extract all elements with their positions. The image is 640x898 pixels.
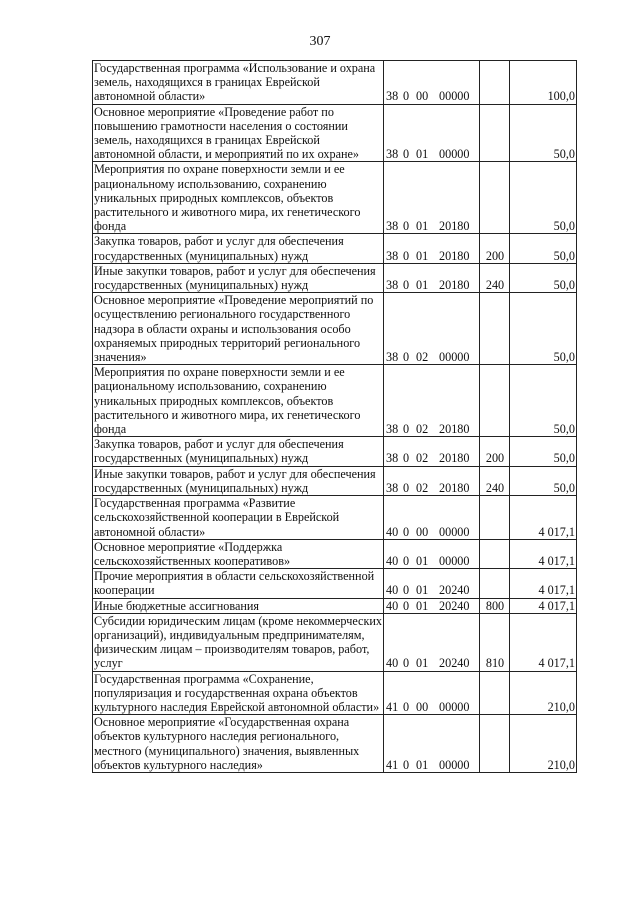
row-expense-type — [480, 365, 510, 437]
table-row — [93, 61, 577, 105]
table-row — [93, 671, 577, 715]
code-part: 00 — [416, 699, 429, 714]
code-part: 0 — [403, 147, 410, 162]
row-expense-type — [480, 569, 510, 598]
code-part: 40 — [386, 598, 399, 613]
row-expense-type: 810 — [480, 613, 510, 671]
code-part: 20180 — [439, 422, 470, 437]
code-part: 00000 — [439, 89, 470, 104]
code-part: 38 — [386, 89, 399, 104]
code-part: 01 — [416, 598, 429, 613]
budget-table-body — [93, 61, 577, 773]
row-amount: 100,0 — [510, 61, 577, 105]
code-part: 0 — [403, 598, 410, 613]
row-amount: 4 017,1 — [510, 569, 577, 598]
row-expense-type: 800 — [480, 598, 510, 613]
table-row — [93, 613, 577, 671]
row-target-code — [384, 598, 480, 613]
row-name: Основное мероприятие «Проведение работ по повышению грамотности населения о состоянии земель, находящихся в границах Еврейской автономной области, и мероприятий по их охране» — [93, 104, 384, 162]
row-name: Субсидии юридическим лицам (кроме некоммерческих организаций), индивидуальным предпринимателям, физическим лицам – производителям товаров, работ, услуг — [94, 613, 382, 671]
code-part: 0 — [403, 451, 410, 466]
table-row — [93, 437, 577, 466]
row-target-code — [384, 671, 480, 715]
code-part: 38 — [386, 219, 399, 234]
table-row — [93, 539, 577, 568]
row-target-code — [384, 162, 480, 234]
table-row — [93, 598, 577, 613]
code-part: 20180 — [439, 248, 470, 263]
code-part: 38 — [386, 451, 399, 466]
code-part: 00000 — [439, 757, 470, 772]
row-expense-type — [480, 61, 510, 105]
code-part: 38 — [386, 248, 399, 263]
code-part: 20240 — [439, 598, 470, 613]
row-amount: 210,0 — [510, 671, 577, 715]
row-name: Государственная программа «Сохранение, популяризация и государственная охрана объектов культурного наследия Еврейской автономной области» — [93, 671, 384, 715]
row-name: Иные закупки товаров, работ и услуг для обеспечения государственных (муниципальных) нужд — [93, 466, 384, 495]
row-amount: 50,0 — [510, 104, 577, 162]
row-expense-type: 200 — [480, 234, 510, 263]
code-part: 0 — [403, 89, 410, 104]
table-row — [93, 466, 577, 495]
row-amount: 4 017,1 — [510, 496, 577, 540]
row-expense-type: 200 — [480, 437, 510, 466]
code-part: 0 — [403, 699, 410, 714]
table-row — [93, 234, 577, 263]
code-part: 0 — [403, 524, 410, 539]
code-part: 38 — [386, 350, 399, 365]
row-name: Мероприятия по охране поверхности земли и ее рациональному использованию, сохранению уникальных природных комплексов, объектов растительного и животного мира, их генетического фонда — [93, 162, 384, 234]
row-name: Иные закупки товаров, работ и услуг для обеспечения государственных (муниципальных) нужд — [93, 263, 384, 292]
row-amount: 50,0 — [510, 466, 577, 495]
code-part: 01 — [416, 248, 429, 263]
row-target-code — [384, 437, 480, 466]
code-part: 0 — [403, 480, 410, 495]
code-part: 20180 — [439, 219, 470, 234]
row-expense-type — [480, 715, 510, 773]
row-name: Прочие мероприятия в области сельскохозяйственной кооперации — [93, 569, 384, 598]
row-expense-type: 240 — [480, 263, 510, 292]
row-name: Основное мероприятие «Поддержка сельскохозяйственных кооперативов» — [93, 539, 384, 568]
code-part: 0 — [403, 219, 410, 234]
code-part: 40 — [386, 656, 399, 671]
code-part: 00 — [416, 524, 429, 539]
table-row — [93, 104, 577, 162]
code-part: 02 — [416, 350, 429, 365]
code-part: 38 — [386, 147, 399, 162]
code-part: 41 — [386, 699, 399, 714]
row-amount: 4 017,1 — [510, 598, 577, 613]
code-part: 01 — [416, 583, 429, 598]
row-target-code — [384, 539, 480, 568]
row-amount: 50,0 — [510, 293, 577, 365]
row-expense-type — [480, 293, 510, 365]
row-amount: 50,0 — [510, 162, 577, 234]
code-part: 20180 — [439, 278, 470, 293]
code-part: 0 — [403, 553, 410, 568]
code-part: 0 — [403, 248, 410, 263]
row-target-code — [384, 293, 480, 365]
row-target-code — [384, 104, 480, 162]
row-target-code — [384, 466, 480, 495]
code-part: 01 — [416, 278, 429, 293]
row-amount: 210,0 — [510, 715, 577, 773]
code-part: 01 — [416, 656, 429, 671]
row-name: Закупка товаров, работ и услуг для обеспечения государственных (муниципальных) нужд — [93, 437, 384, 466]
row-amount: 50,0 — [510, 365, 577, 437]
code-part: 01 — [416, 147, 429, 162]
code-part: 20240 — [439, 583, 470, 598]
code-part: 0 — [403, 583, 410, 598]
code-part: 00000 — [439, 553, 470, 568]
row-amount: 50,0 — [510, 437, 577, 466]
code-part: 01 — [416, 553, 429, 568]
row-expense-type — [480, 162, 510, 234]
row-name: Закупка товаров, работ и услуг для обеспечения государственных (муниципальных) нужд — [93, 234, 384, 263]
code-part: 20180 — [439, 480, 470, 495]
code-part: 0 — [403, 350, 410, 365]
code-part: 0 — [403, 422, 410, 437]
row-target-code — [384, 569, 480, 598]
row-target-code — [384, 263, 480, 292]
row-target-code — [384, 715, 480, 773]
table-row — [93, 365, 577, 437]
table-row — [93, 162, 577, 234]
code-part: 00000 — [439, 350, 470, 365]
code-part: 0 — [403, 757, 410, 772]
row-name: Основное мероприятие «Государственная охрана объектов культурного наследия регионального, местного (муниципального) значения, выявленных объектов культурного наследия» — [93, 715, 384, 773]
code-part: 01 — [416, 757, 429, 772]
page-number: 307 — [309, 34, 331, 49]
row-name: Иные бюджетные ассигнования — [93, 598, 384, 613]
code-part: 0 — [403, 278, 410, 293]
code-part: 40 — [386, 524, 399, 539]
code-part: 41 — [386, 757, 399, 772]
row-amount: 4 017,1 — [510, 539, 577, 568]
code-part: 02 — [416, 422, 429, 437]
code-part: 00000 — [439, 524, 470, 539]
row-name: Государственная программа «Развитие сельскохозяйственной кооперации в Еврейской автономной области» — [93, 496, 384, 540]
table-row — [93, 496, 577, 540]
row-expense-type: 240 — [480, 466, 510, 495]
row-expense-type — [480, 104, 510, 162]
row-name: Государственная программа «Использование и охрана земель, находящихся в границах Еврейской автономной области» — [93, 61, 384, 105]
row-target-code — [384, 61, 480, 105]
code-part: 20240 — [439, 656, 470, 671]
code-part: 02 — [416, 451, 429, 466]
table-row — [93, 293, 577, 365]
row-expense-type — [480, 539, 510, 568]
code-part: 38 — [386, 422, 399, 437]
row-expense-type — [480, 671, 510, 715]
row-name: Мероприятия по охране поверхности земли и ее рациональному использованию, сохранению уникальных природных комплексов, объектов растительного и животного мира, их генетического фонда — [93, 365, 384, 437]
code-part: 20180 — [439, 451, 470, 466]
table-row — [93, 263, 577, 292]
code-part: 38 — [386, 480, 399, 495]
row-amount: 50,0 — [510, 234, 577, 263]
code-part: 02 — [416, 480, 429, 495]
budget-table — [92, 60, 577, 773]
row-amount: 50,0 — [510, 263, 577, 292]
code-part: 40 — [386, 583, 399, 598]
table-row — [93, 569, 577, 598]
row-target-code — [384, 234, 480, 263]
code-part: 00000 — [439, 699, 470, 714]
code-part: 00000 — [439, 147, 470, 162]
row-target-code — [384, 365, 480, 437]
code-part: 0 — [403, 656, 410, 671]
code-part: 01 — [416, 219, 429, 234]
row-expense-type — [480, 496, 510, 540]
code-part: 00 — [416, 89, 429, 104]
code-part: 40 — [386, 553, 399, 568]
row-target-code — [384, 613, 480, 671]
code-part: 38 — [386, 278, 399, 293]
row-name: Основное мероприятие «Проведение мероприятий по осуществлению регионального государственного надзора в области охраны и использования особо охраняемых природных территорий регионального значения» — [93, 293, 384, 365]
row-target-code — [384, 496, 480, 540]
table-row — [93, 715, 577, 773]
row-amount: 4 017,1 — [510, 613, 577, 671]
